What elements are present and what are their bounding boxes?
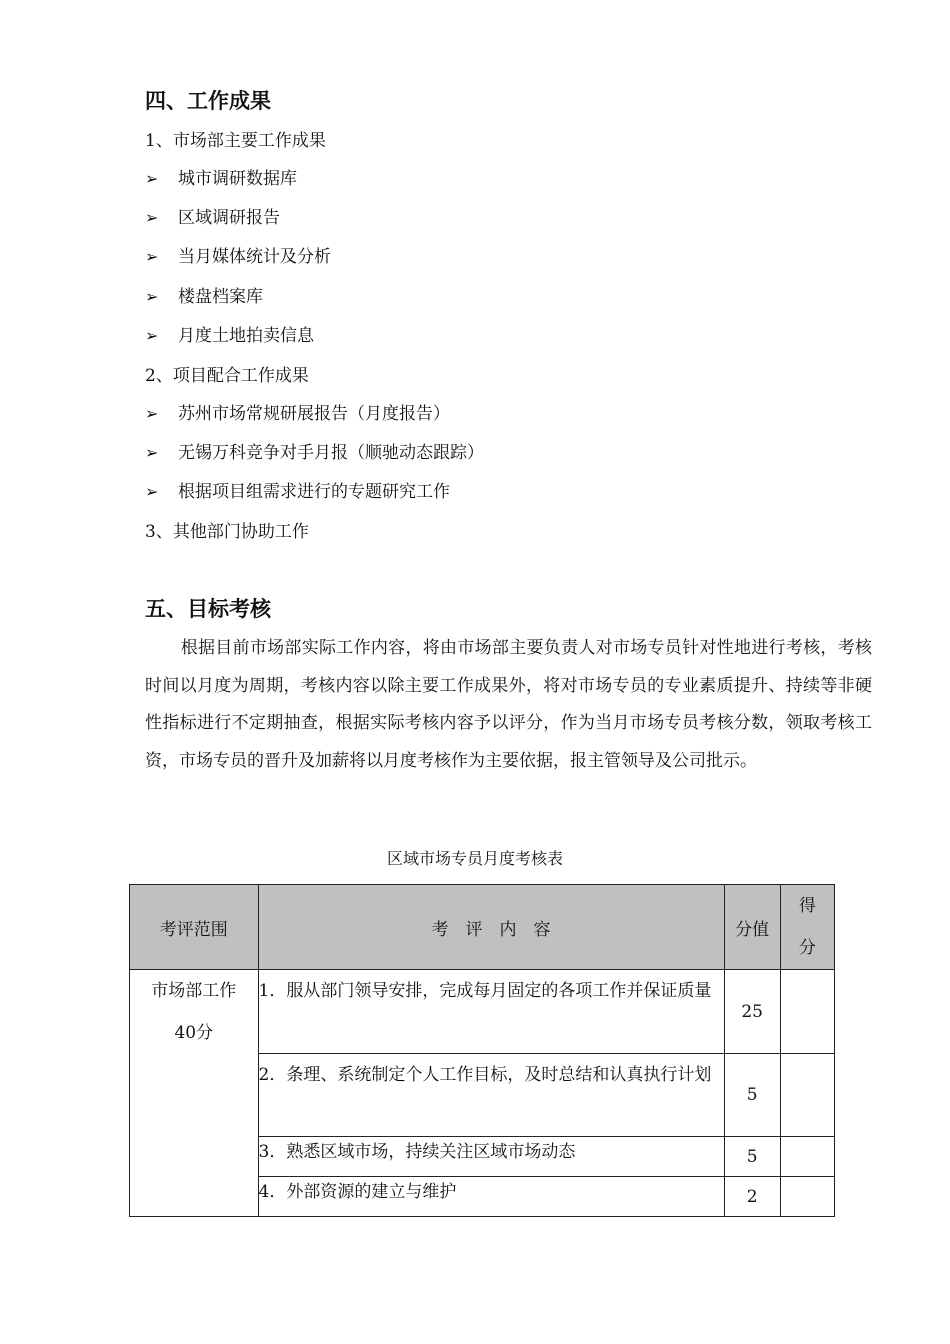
row-content: 2．条理、系统制定个人工作目标，及时总结和认真执行计划 bbox=[258, 1054, 724, 1137]
category-points: 40分 bbox=[174, 1023, 214, 1043]
row-score[interactable] bbox=[780, 970, 834, 1054]
row-score[interactable] bbox=[780, 1177, 834, 1217]
header-score bbox=[780, 885, 834, 970]
list-item bbox=[145, 168, 297, 190]
row-score[interactable] bbox=[780, 1137, 834, 1177]
list-item-text: 区域调研报告 bbox=[178, 208, 280, 228]
header-value: 分值 bbox=[724, 885, 780, 970]
row-content: 3．熟悉区域市场，持续关注区域市场动态 bbox=[258, 1137, 724, 1177]
table-row bbox=[130, 970, 835, 1054]
arrow-bullet-icon: ➢ bbox=[145, 326, 159, 345]
header-score-bottom: 分 bbox=[798, 938, 816, 958]
list-item bbox=[145, 325, 314, 347]
arrow-bullet-icon: ➢ bbox=[145, 404, 159, 423]
row-content: 4．外部资源的建立与维护 bbox=[258, 1177, 724, 1217]
row-score[interactable] bbox=[780, 1054, 834, 1137]
row-value: 5 bbox=[724, 1137, 780, 1177]
list-item-text: 苏州市场常规研展报告（月度报告） bbox=[178, 404, 450, 424]
subsection-title: 2、项目配合工作成果 bbox=[145, 366, 309, 386]
table-caption: 区域市场专员月度考核表 bbox=[386, 849, 563, 868]
list-item bbox=[145, 442, 484, 464]
arrow-bullet-icon: ➢ bbox=[145, 287, 159, 306]
table-header-row bbox=[130, 885, 835, 970]
category-cell bbox=[130, 970, 259, 1217]
assessment-table bbox=[129, 884, 835, 1217]
subsection-title: 1、市场部主要工作成果 bbox=[145, 131, 326, 151]
list-item bbox=[145, 403, 450, 425]
list-item-text: 当月媒体统计及分析 bbox=[178, 247, 331, 267]
list-item bbox=[145, 246, 331, 268]
list-item-text: 城市调研数据库 bbox=[178, 169, 297, 189]
row-value: 2 bbox=[724, 1177, 780, 1217]
arrow-bullet-icon: ➢ bbox=[145, 247, 159, 266]
list-item-text: 根据项目组需求进行的专题研究工作 bbox=[178, 482, 450, 502]
header-scope: 考评范围 bbox=[130, 885, 259, 970]
list-item-text: 无锡万科竞争对手月报（顺驰动态跟踪） bbox=[178, 443, 484, 463]
row-content: 1．服从部门领导安排，完成每月固定的各项工作并保证质量 bbox=[258, 970, 724, 1054]
list-item bbox=[145, 481, 450, 503]
arrow-bullet-icon: ➢ bbox=[145, 169, 159, 188]
header-score-top: 得 bbox=[798, 896, 816, 916]
arrow-bullet-icon: ➢ bbox=[145, 443, 159, 462]
section-heading-results: 四、工作成果 bbox=[145, 89, 271, 113]
list-item bbox=[145, 286, 263, 308]
header-content: 考 评 内 容 bbox=[258, 885, 724, 970]
subsection-title: 3、其他部门协助工作 bbox=[145, 522, 309, 542]
row-value: 5 bbox=[724, 1054, 780, 1137]
assessment-paragraph: 根据目前市场部实际工作内容，将由市场部主要负责人对市场专员针对性地进行考核，考核时间以月度为周期，考核内容以除主要工作成果外，将对市场专员的专业素质提升、持续等非硬性指标进行不定期抽查，根据实际考核内容予以评分，作为当月市场专员考核分数，领取考核工资，市场专员的晋升及加薪将以月度考核作为主要依据，报主管领导及公司批示。 bbox=[145, 638, 872, 771]
category-name: 市场部工作 bbox=[151, 981, 237, 1001]
list-item bbox=[145, 207, 280, 229]
arrow-bullet-icon: ➢ bbox=[145, 208, 159, 227]
arrow-bullet-icon: ➢ bbox=[145, 482, 159, 501]
section-heading-assessment: 五、目标考核 bbox=[145, 597, 271, 621]
list-item-text: 月度土地拍卖信息 bbox=[178, 326, 314, 346]
list-item-text: 楼盘档案库 bbox=[178, 287, 263, 307]
row-value: 25 bbox=[724, 970, 780, 1054]
